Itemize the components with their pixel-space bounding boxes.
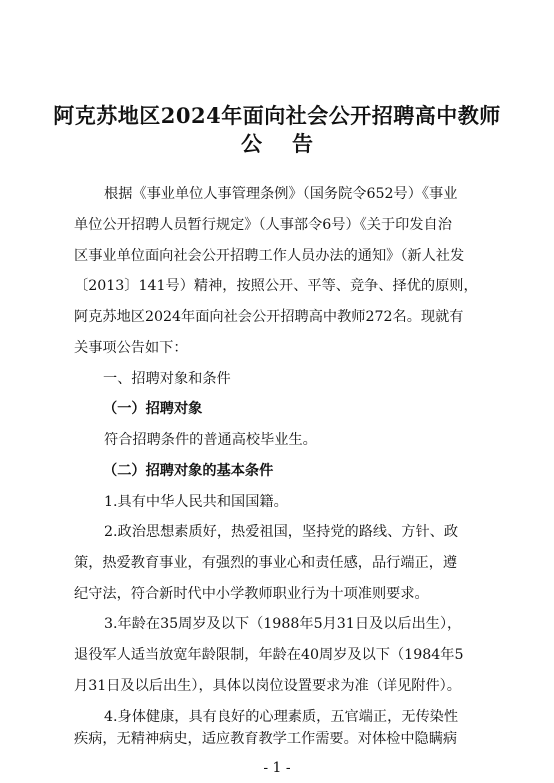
body-line: 策，热爱教育事业，有强烈的事业心和责任感，品行端正，遵 <box>74 555 458 571</box>
body-line: 关事项公告如下： <box>74 340 188 356</box>
announcement-subtitle: 公告 <box>241 131 343 156</box>
list-item: 4.身体健康，具有良好的心理素质，五官端正，无传染性 <box>104 709 459 725</box>
announcement-title: 阿克苏地区2024年面向社会公开招聘高中教师 <box>53 103 501 128</box>
body-line: 疾病，无精神病史，适应教育教学工作需要。对体检中隐瞒病 <box>74 731 458 747</box>
body-line: 退役军人适当放宽年龄限制，年龄在40周岁及以下（1984年5 <box>74 647 464 663</box>
list-item: 1.具有中华人民共和国国籍。 <box>104 494 288 510</box>
body-line: 〔2013〕141号）精神，按照公开、平等、竞争、择优的原则， <box>74 278 478 294</box>
body-line: 根据《事业单位人事管理条例》（国务院令652号）《事业 <box>104 186 458 202</box>
list-item: 2.政治思想素质好，热爱祖国，坚持党的路线、方针、政 <box>104 524 459 540</box>
page-number: - 1 - <box>263 760 291 776</box>
section-heading: 一、招聘对象和条件 <box>103 371 231 387</box>
list-item: 3.年龄在35周岁及以下（1988年5月31日及以后出生）， <box>104 616 462 632</box>
body-line: 单位公开招聘人员暂行规定》（人事部令6号）《关于印发自治 <box>74 217 452 233</box>
body-line: 月31日及以后出生），具体以岗位设置要求为准（详见附件）。 <box>74 678 461 694</box>
body-line: 阿克苏地区2024年面向社会公开招聘高中教师272名。现就有 <box>74 309 464 325</box>
body-line: 区事业单位面向社会公开招聘工作人员办法的通知》（新人社发 <box>74 248 465 264</box>
subsection-heading: （一）招聘对象 <box>103 401 203 417</box>
body-line: 纪守法，符合新时代中小学教师职业行为十项准则要求。 <box>74 586 429 602</box>
subsection-heading: （二）招聘对象的基本条件 <box>103 463 274 479</box>
body-line: 符合招聘条件的普通高校毕业生。 <box>104 432 317 448</box>
